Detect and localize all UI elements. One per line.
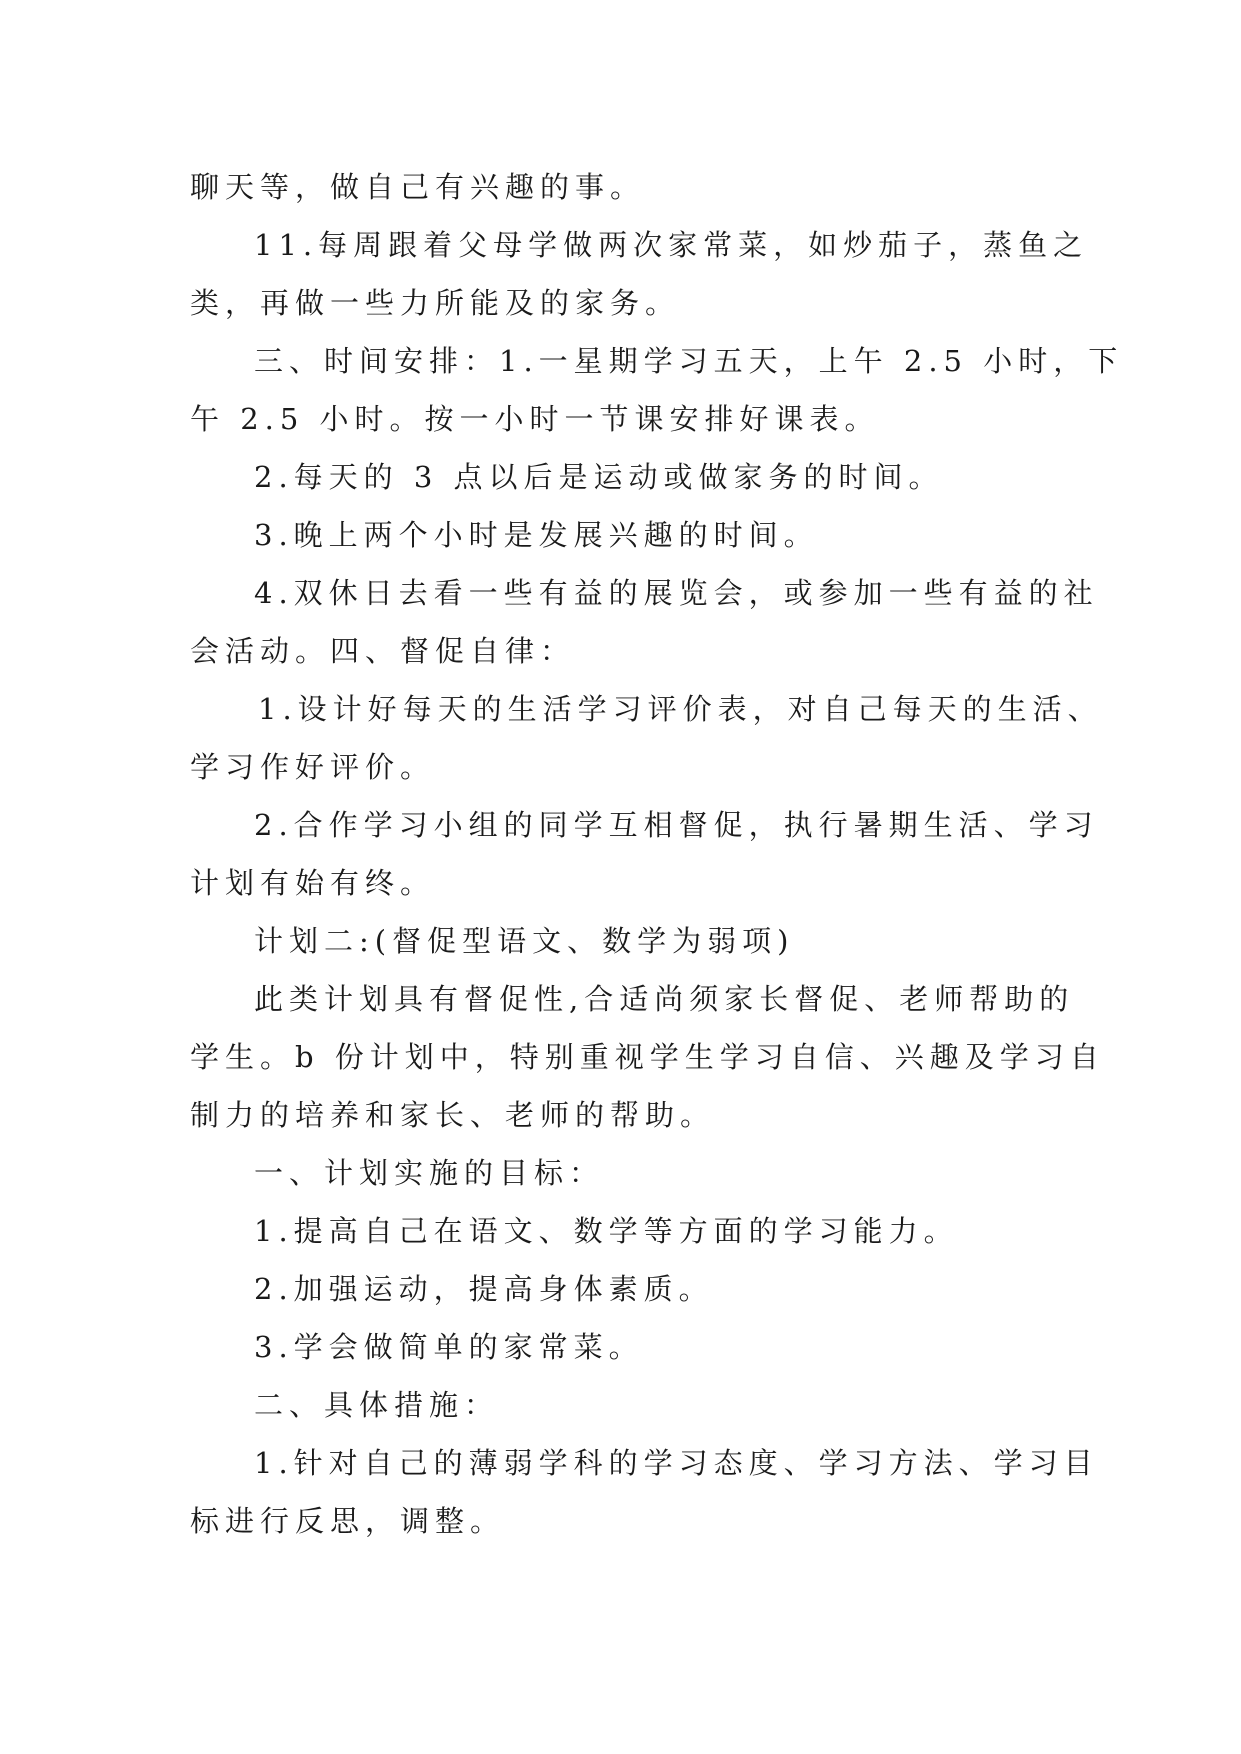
text-line: 聊天等，做自己有兴趣的事。 [190,170,646,204]
text-line: 学生。b 份计划中，特别重视学生学习自信、兴趣及学习自 [190,1040,1105,1074]
text-line: 3.晚上两个小时是发展兴趣的时间。 [254,518,819,552]
section-heading: 一、计划实施的目标： [254,1156,605,1190]
text-line: 1.针对自己的薄弱学科的学习态度、学习方法、学习目 [254,1446,1099,1480]
text-line: 1.提高自己在语文、数学等方面的学习能力。 [254,1214,959,1248]
text-line: 制力的培养和家长、老师的帮助。 [190,1098,716,1132]
section-heading: 计划二:(督促型语文、数学为弱项) [254,924,795,958]
text-line: 2.合作学习小组的同学互相督促，执行暑期生活、学习 [254,808,1099,842]
text-line: 标进行反思，调整。 [190,1504,506,1538]
text-line: 会活动。四、督促自律： [190,634,576,668]
text-line: 计划有始有终。 [190,866,436,900]
text-line: 2.加强运动，提高身体素质。 [254,1272,714,1306]
text-line: 学习作好评价。 [190,750,436,784]
text-line: 4.双休日去看一些有益的展览会，或参加一些有益的社 [254,576,1099,610]
text-line: 三、时间安排：1.一星期学习五天，上午 2.5 小时，下 [254,344,1124,378]
text-line: 11.每周跟着父母学做两次家常菜，如炒茄子，蒸鱼之 [254,228,1089,262]
section-heading: 二、具体措施： [254,1388,500,1422]
text-line: 类，再做一些力所能及的家务。 [190,286,681,320]
text-line: 2.每天的 3 点以后是运动或做家务的时间。 [254,460,944,494]
text-line: 午 2.5 小时。按一小时一节课安排好课表。 [190,402,880,436]
text-line: 1.设计好每天的生活学习评价表，对自己每天的生活、 [258,692,1103,726]
text-line: 3.学会做简单的家常菜。 [254,1330,644,1364]
text-line: 此类计划具有督促性,合适尚须家长督促、老师帮助的 [254,982,1075,1016]
